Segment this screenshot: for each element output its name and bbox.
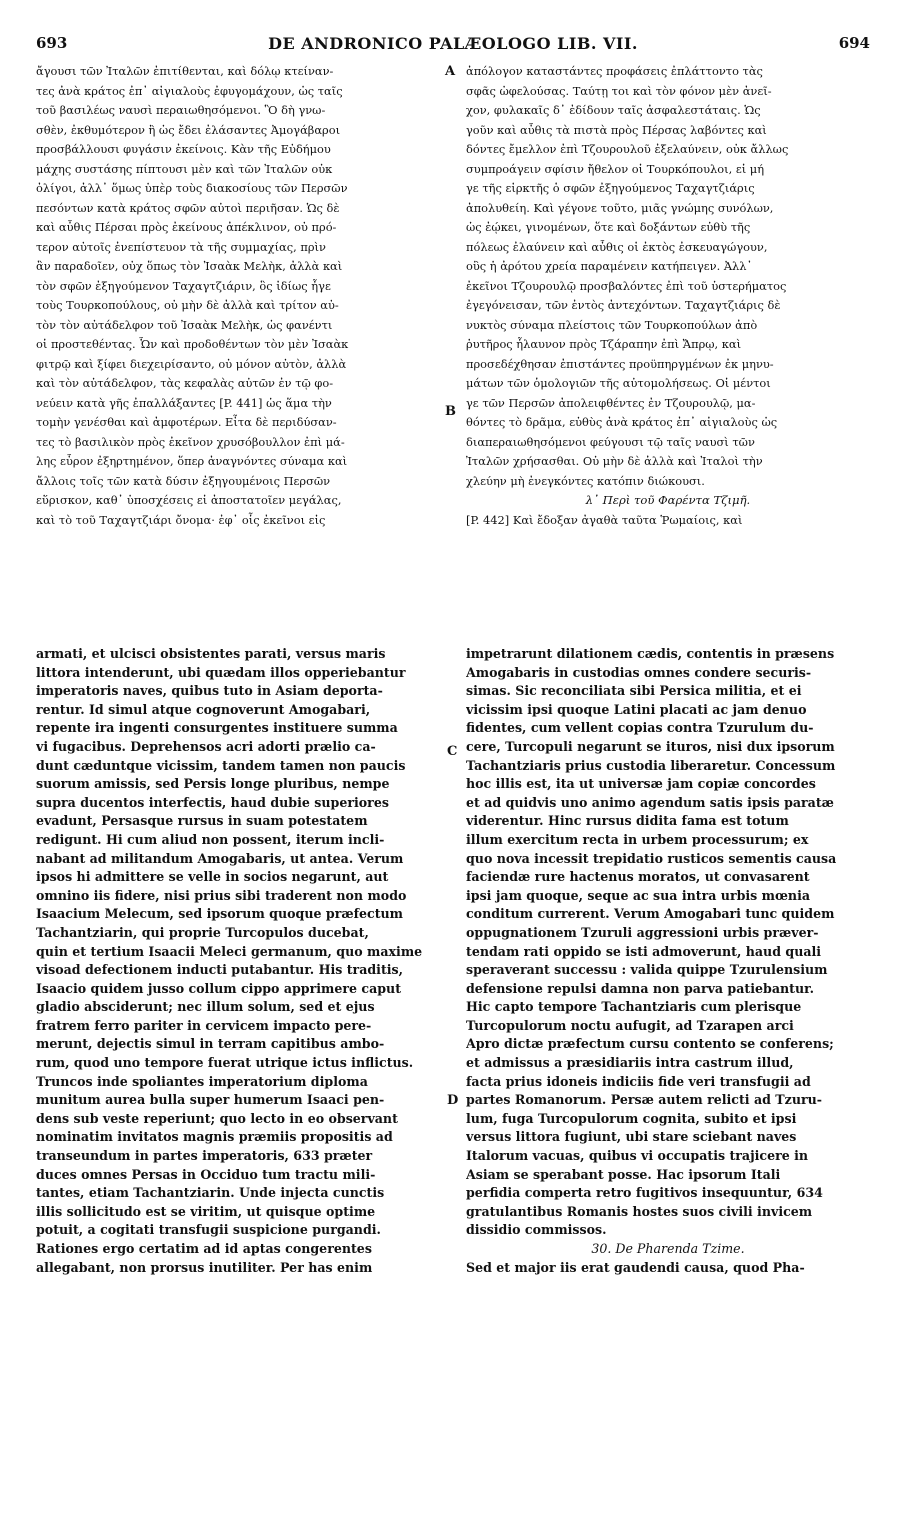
- latin-text-line: dens sub veste reperiunt; quo lecto in eo observant: [36, 1110, 398, 1126]
- greek-text-line: Ἰταλῶν χρήσασθαι. Οὐ μὴν δὲ ἀλλὰ καὶ Ἰταλοὶ τὴν: [466, 454, 763, 468]
- latin-text-line: defensione repulsi damna non parva patiebantur.: [466, 980, 814, 996]
- latin-text-line: littora intenderunt, ubi quædam illos opperiebantur: [36, 664, 406, 680]
- latin-text-line: merunt, dejectis simul in terram capitibus ambo-: [36, 1036, 385, 1052]
- greek-text-line: συμπροάγειν σφίσιν ἤθελον οἱ Τουρκόπουλοι, εἰ μή: [466, 161, 765, 176]
- greek-text-line: προσβάλλουσι φυγάσιν ἐκείνοις. Κὰν τῆς Εὐδήμου: [36, 142, 331, 156]
- greek-column-right: [466, 62, 870, 530]
- latin-text-line: Asiam se sperabant posse. Hac ipsorum Itali: [466, 1166, 781, 1182]
- greek-text-line: σθὲν, ἐκθυμότερον ἢ ὡς ἔδει ἐλάσαντες Ἀμογάβαροι: [36, 122, 341, 137]
- latin-text-line: perfidia comperta retro fugitivos insequuntur, 634: [466, 1185, 823, 1201]
- greek-text-line: σφᾶς ὠφελούσας. Ταύτῃ τοι καὶ τὸν φόνον μὲν ἀνεῖ-: [466, 83, 772, 98]
- latin-text-line: ipsi jam quoque, seque ac sua intra urbis mœnia: [466, 887, 811, 903]
- latin-column-left: [36, 645, 442, 1277]
- latin-section-heading: 30. De Pharenda Tzime.: [591, 1241, 745, 1256]
- latin-text-line: omnino iis fidere, nisi prius sibi traderent non modo: [36, 887, 407, 903]
- greek-text-line: χλεύην μὴ ἐνεγκόντες κατόπιν διώκουσι.: [466, 473, 705, 488]
- latin-text-line: munitum aurea bulla super humerum Isaaci pen-: [36, 1092, 385, 1108]
- greek-text-line: χον, φυλακαῖς δ᾽ ἐδίδουν ταῖς ἀσφαλεστάταις. Ὡς: [466, 103, 761, 117]
- latin-text-line: partes Romanorum. Persæ autem relicti ad Tzuru-: [466, 1092, 823, 1108]
- margin-letter-d: D: [447, 1093, 459, 1108]
- latin-text-line: suorum amissis, sed Persis longe pluribus, nempe: [36, 776, 390, 792]
- latin-text-line: versus littora fugiunt, ubi stare sciebant naves: [466, 1129, 797, 1145]
- latin-text-line: allegabant, non prorsus inutiliter. Per has enim: [36, 1259, 373, 1275]
- greek-text-line: τοὺς Τουρκοπούλους, οὐ μὴν δὲ ἀλλὰ καὶ τρίτον αὐ-: [36, 298, 339, 312]
- latin-text-line: potuit, a cogitati transfugii suspicione purgandi.: [36, 1222, 381, 1238]
- greek-text-line: τες τὸ βασιλικὸν πρὸς ἐκεῖνον χρυσόβουλλον ἐπὶ μά-: [36, 434, 345, 449]
- latin-text-line: fratrem ferro pariter in cervicem impacto pere-: [36, 1017, 372, 1033]
- latin-text-line: visoad defectionem inducti putabantur. His traditis,: [36, 962, 404, 978]
- latin-text-line: illis sollicitudo est se viritim, ut quisque optime: [36, 1203, 376, 1219]
- latin-right-lines: [466, 645, 870, 1240]
- margin-letter-c: C: [447, 744, 458, 759]
- greek-text-line: ἐκεῖνοι Τζουρουλῷ προσβαλόντες ἐπὶ τοῦ ὑστερήματος: [466, 278, 787, 293]
- greek-text-line: τομὴν γενέσθαι καὶ ἀμφοτέρων. Εἶτα δὲ περιδύσαν-: [36, 415, 337, 429]
- greek-text-line: καὶ τὸ τοῦ Ταχαγτζιάρι ὄνομα· ἐφ᾽ οἷς ἐκεῖνοι εἰς: [36, 512, 326, 527]
- latin-text-line: speraverant successu : valida quippe Tzurulensium: [466, 962, 828, 978]
- greek-text-line: πόλεως ἐλαύνειν καὶ αὖθις οἱ ἐκτὸς ἐσκευαγώγουν,: [466, 239, 768, 254]
- latin-text-line: gratulantibus Romanis hostes suos civili invicem: [466, 1203, 813, 1219]
- greek-text-line: νυκτὸς σύναμα πλείστοις τῶν Τουρκοπούλων ἀπὸ: [466, 317, 758, 332]
- greek-text-line: γε τῶν Περσῶν ἀπολειφθέντες ἐν Τζουρουλῷ, μα-: [466, 395, 756, 410]
- greek-text-line: ἀπολυθείη. Καὶ γέγονε τοῦτο, μιᾶς γνώμης συνόλων,: [466, 200, 774, 215]
- greek-text-line: ἄγουσι τῶν Ἰταλῶν ἐπιτίθενται, καὶ δόλῳ κτείναν-: [36, 64, 334, 78]
- latin-text-line: impetrarunt dilationem cædis, contentis in præsens: [466, 646, 835, 661]
- latin-text-line: rum, quod uno tempore fuerat utrique ictus inflictus.: [36, 1055, 414, 1071]
- greek-text-line: μάτων τῶν ὁμολογιῶν τῆς αὐτομολήσεως. Οἱ μέντοι: [466, 376, 771, 390]
- greek-text-line: οὓς ἡ ἀρότου χρεία παραμένειν κατήπειγεν. Ἀλλ᾽: [466, 259, 753, 273]
- latin-text-line: gladio absciderunt; nec illum solum, sed et ejus: [36, 999, 375, 1015]
- greek-text-line: μάχης συστάσης πίπτουσι μὲν καὶ τῶν Ἰταλῶν οὐκ: [36, 161, 333, 176]
- latin-text-line: rentur. Id simul atque cognoverunt Amogabari,: [36, 701, 371, 717]
- greek-text-line: τὸν τὸν αὐτάδελφον τοῦ Ἰσαὰκ Μελὴκ, ὡς φανέντι: [36, 317, 333, 332]
- latin-text-line: hoc illis est, ita ut universæ jam copiæ concordes: [466, 776, 816, 792]
- greek-text-line: ἀπόλογον καταστάντες προφάσεις ἐπλάττοντο τὰς: [466, 64, 763, 78]
- greek-text-line: τοῦ βασιλέως ναυσὶ περαιωθησόμενοι. Ὃ δὴ γνω-: [36, 103, 326, 117]
- greek-text-line: ὀλίγοι, ἀλλ᾽ ὅμως ὑπὲρ τοὺς διακοσίους τῶν Περσῶν: [36, 181, 348, 195]
- latin-last-line: Sed et major iis erat gaudendi causa, quod Pha-: [466, 1259, 805, 1275]
- latin-column-right: [466, 645, 870, 1277]
- latin-text-line: conditum currerent. Verum Amogabari tunc quidem: [466, 906, 835, 922]
- latin-text-line: Italorum vacuas, quibus vi occupatis trajicere in: [466, 1148, 809, 1164]
- latin-text-line: Isaacio quidem jusso collum cippo apprimere caput: [36, 980, 402, 996]
- greek-right-lines: [466, 62, 870, 491]
- latin-text-line: quo nova incessit trepidatio rusticos sementis causa: [466, 850, 837, 866]
- latin-text-line: Rationes ergo certatim ad id aptas congerentes: [36, 1241, 372, 1256]
- greek-text-line: τερον αὐτοῖς ἐνεπίστευον τὰ τῆς συμμαχίας, πρὶν: [36, 239, 326, 254]
- latin-text-line: faciendæ rure hactenus moratos, ut convasarent: [466, 869, 810, 885]
- latin-text-line: Turcopulorum noctu aufugit, ad Tzarapen arci: [466, 1017, 794, 1033]
- latin-text-line: tantes, etiam Tachantziarin. Unde injecta cunctis: [36, 1185, 385, 1201]
- greek-last-line: [P. 442] Καὶ ἔδοξαν ἀγαθὰ ταῦτα Ῥωμαίοις, καὶ: [466, 512, 743, 527]
- greek-text-line: ἂν παραδοῖεν, οὐχ ὅπως τὸν Ἰσαὰκ Μελὴκ, ἀλλὰ καὶ: [36, 259, 343, 273]
- greek-text-line: καὶ αὖθις Πέρσαι πρὸς ἐκείνους ἀπέκλινον, οὐ πρό-: [36, 220, 337, 234]
- greek-section-heading: λ᾽ Περὶ τοῦ Φαρέντα Τζιμῆ.: [585, 493, 751, 507]
- latin-text-line: ipsos hi admittere se velle in socios negarunt, aut: [36, 869, 389, 885]
- latin-text-line: nabant ad militandum Amogabaris, ut antea. Verum: [36, 850, 404, 866]
- latin-text-line: vicissim ipsi quoque Latini placati ac jam denuo: [466, 701, 807, 717]
- latin-text-line: cere, Turcopuli negarunt se ituros, nisi dux ipsorum: [466, 738, 835, 754]
- latin-text-line: illum exercitum recta in urbem processurum; ex: [466, 831, 809, 847]
- latin-text-line: Hic capto tempore Tachantziaris cum plerisque: [466, 999, 802, 1015]
- margin-letter-b: B: [445, 404, 456, 419]
- margin-letter-a: A: [445, 64, 456, 79]
- greek-text-line: ῥυτῆρος ἧλαυνον πρὸς Τζάραπην ἐπὶ Ἄπρῳ, καὶ: [466, 337, 742, 351]
- greek-text-line: ἐγεγόνεισαν, τῶν ἐντὸς ἀντεχόντων. Ταχαγτζιάρις δὲ: [466, 298, 781, 312]
- latin-text-line: facta prius idoneis indiciis fide veri transfugii ad: [466, 1073, 811, 1089]
- greek-text-line: εὕρισκον, καθ᾽ ὑποσχέσεις εἰ ἀποστατοῖεν μεγάλας,: [36, 493, 342, 507]
- latin-text-line: dissidio commissos.: [466, 1222, 607, 1238]
- page-number-left: 693: [36, 34, 68, 52]
- latin-text-line: Amogabaris in custodias omnes condere securis-: [466, 664, 812, 680]
- greek-text-line: ὡς ἐῴκει, γινομένων, ὅτε καὶ δοξάντων εὐθὺ τῆς: [466, 220, 751, 234]
- running-header: [36, 34, 870, 56]
- latin-text-line: fidentes, cum vellent copias contra Tzurulum du-: [466, 720, 814, 736]
- latin-text-line: transeundum in partes imperatoris, 633 præter: [36, 1148, 373, 1164]
- latin-text-line: repente ira ingenti consurgentes instituere summa: [36, 720, 398, 736]
- latin-text-line: Truncos inde spoliantes imperatorium diploma: [36, 1073, 368, 1089]
- latin-text-line: Apro dictæ præfectum cursu contento se conferens;: [466, 1036, 834, 1052]
- latin-text-line: quin et tertium Isaacii Meleci germanum, quo maxime: [36, 943, 423, 959]
- greek-text-line: τὸν σφῶν ἐξηγούμενον Ταχαγτζιάριν, ὃς ἰδίως ἦγε: [36, 278, 331, 293]
- latin-text-line: Tachantziarin, qui proprie Turcopulos ducebat,: [36, 924, 369, 940]
- latin-text-line: redigunt. Hi cum aliud non possent, iterum incli-: [36, 831, 385, 847]
- greek-column-left: [36, 62, 442, 530]
- latin-text-line: armati, et ulcisci obsistentes parati, versus maris: [36, 646, 386, 661]
- latin-text-line: evadunt, Persasque rursus in suam potestatem: [36, 813, 368, 829]
- greek-text-line: διαπεραιωθησόμενοι φεύγουσι τῷ ταῖς ναυσὶ τῶν: [466, 434, 755, 449]
- greek-text-line: καὶ τὸν αὐτάδελφον, τὰς κεφαλὰς αὐτῶν ἐν τῷ φο-: [36, 376, 334, 390]
- latin-text-line: simas. Sic reconciliata sibi Persica militia, et ei: [466, 683, 802, 699]
- latin-text-line: oppugnationem Tzuruli aggressioni urbis præver-: [466, 924, 819, 940]
- latin-text-line: Tachantziaris prius custodia liberaretur. Concessum: [466, 757, 836, 773]
- greek-text-line: πεσόντων κατὰ κράτος σφῶν αὐτοὶ περιῆσαν. Ὡς δὲ: [36, 200, 340, 215]
- greek-text-line: δόντες ἔμελλον ἐπὶ Τζουρουλοῦ ἐξελαύνειν, οὐκ ἄλλως: [466, 142, 789, 156]
- latin-text-line: viderentur. Hinc rursus didita fama est totum: [466, 813, 789, 829]
- latin-text-line: et admissus a præsidiariis intra castrum illud,: [466, 1055, 794, 1071]
- greek-text-line: φιτρῷ καὶ ξίφει διεχειρίσαντο, οὐ μόνον αὐτὸν, ἀλλὰ: [36, 356, 347, 371]
- page-number-right: 694: [838, 34, 870, 52]
- greek-text-line: λης εὗρον ἐξηρτημένον, ὅπερ ἀναγνόντες σύναμα καὶ: [36, 454, 348, 468]
- latin-text-line: vi fugacibus. Deprehensos acri adorti prælio ca-: [36, 738, 376, 754]
- latin-text-line: lum, fuga Turcopulorum cognita, subito et ipsi: [466, 1110, 797, 1126]
- latin-text-line: Isaacium Melecum, sed ipsorum quoque præfectum: [36, 906, 404, 922]
- greek-text-line: οἱ προστεθέντας. Ὧν καὶ προδοθέντων τὸν μὲν Ἰσαὰκ: [36, 337, 349, 351]
- greek-text-line: ἄλλοις τοῖς τῶν κατὰ δύσιν ἐξηγουμένοις Περσῶν: [36, 473, 331, 488]
- latin-text-line: et ad quidvis uno animo agendum satis ipsis paratæ: [466, 794, 834, 810]
- latin-text-line: duces omnes Persas in Occiduo tum tractu mili-: [36, 1166, 376, 1182]
- greek-text-line: θόντες τὸ δρᾶμα, εὐθὺς ἀνὰ κράτος ἐπ᾽ αἰγιαλοὺς ὡς: [466, 415, 778, 429]
- greek-text-line: γε τῆς εἱρκτῆς ὁ σφῶν ἐξηγούμενος Ταχαγτζιάρις: [466, 181, 755, 195]
- latin-text-line: tendam rati oppido se isti admoverunt, haud quali: [466, 943, 822, 959]
- greek-text-line: προσεδέχθησαν ἐπιστάντες προϋπηργμένων ἐκ μηνυ-: [466, 356, 774, 371]
- greek-text-line: τες ἀνὰ κράτος ἐπ᾽ αἰγιαλοὺς ἐφυγομάχουν, ὡς ταῖς: [36, 83, 343, 98]
- latin-text-line: supra ducentos interfectis, haud dubie superiores: [36, 794, 389, 810]
- latin-text-line: nominatim invitatos magnis præmiis propositis ad: [36, 1129, 393, 1145]
- latin-text-line: imperatoris naves, quibus tuto in Asiam deporta-: [36, 683, 383, 699]
- greek-text-line: γοῦν καὶ αὖθις τὰ πιστὰ πρὸς Πέρσας λαβόντες καὶ: [466, 122, 767, 137]
- running-title: DE ANDRONICO PALÆOLOGO LIB. VII.: [268, 34, 638, 53]
- latin-text-line: dunt cæduntque vicissim, tandem tamen non paucis: [36, 757, 406, 773]
- greek-text-line: νεύειν κατὰ γῆς ἐπαλλάξαντες [P. 441] ὡς ἅμα τὴν: [36, 395, 332, 410]
